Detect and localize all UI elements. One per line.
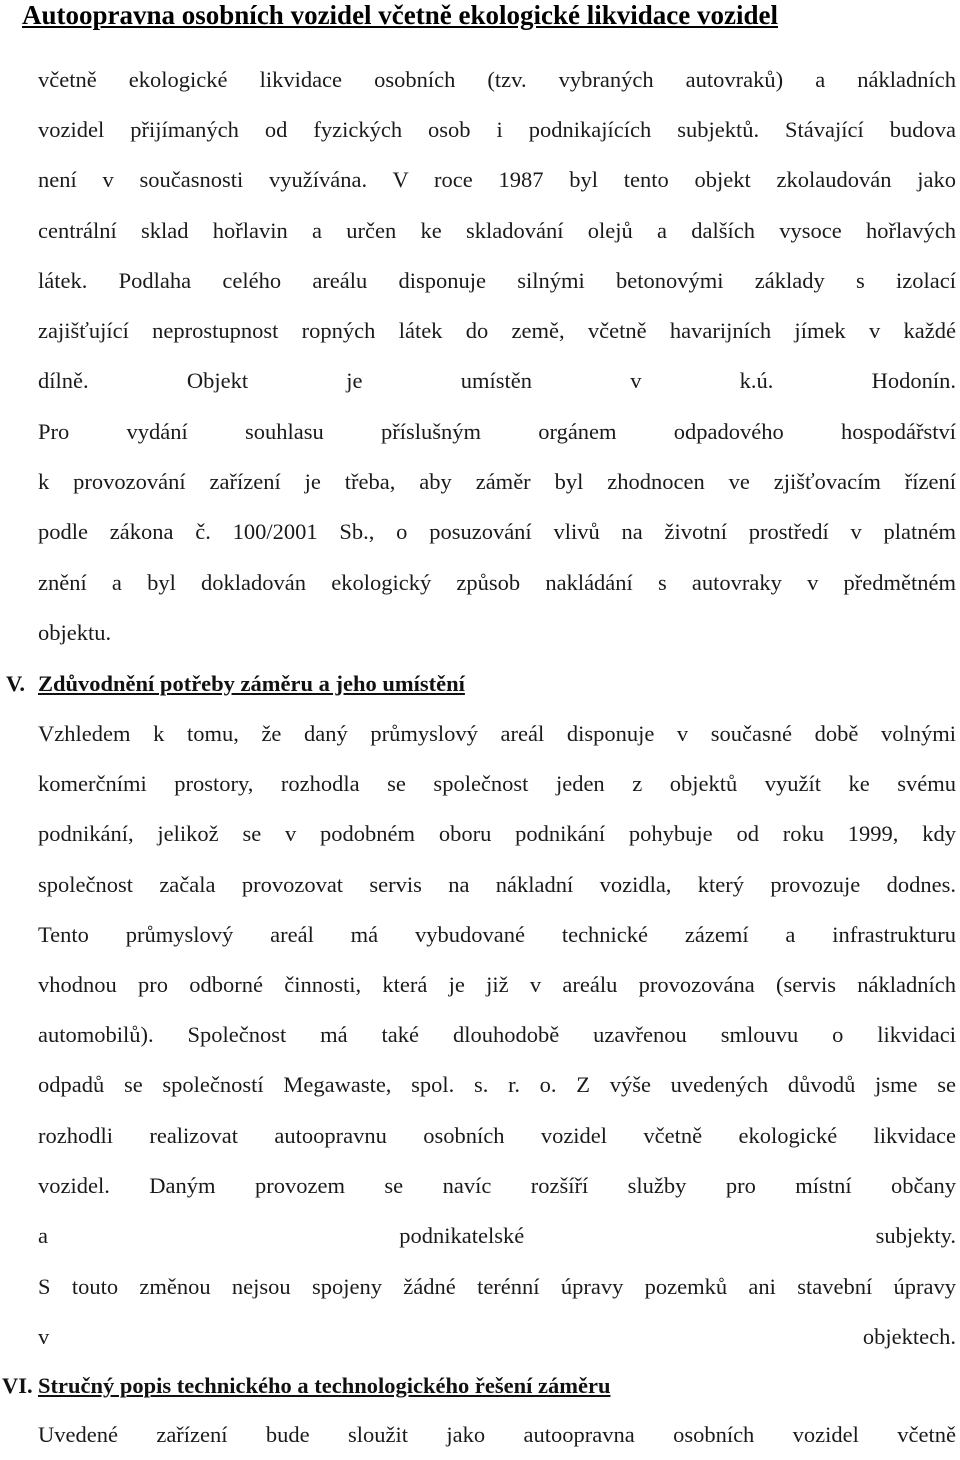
text-line: komerčními prostory, rozhodla se společnost jeden z objektů využít ke svému bbox=[38, 771, 956, 797]
text-line: společnost začala provozovat servis na nákladní vozidla, který provozuje dodnes. bbox=[38, 871, 956, 897]
page-header-title: Autoopravna osobních vozidel včetně ekologické likvidace vozidel bbox=[22, 0, 778, 30]
approval-paragraph bbox=[38, 407, 956, 658]
text-line: dílně. Objekt je umístěn v k.ú. Hodonín. bbox=[38, 368, 956, 394]
text-line: v objektech. bbox=[38, 1324, 956, 1350]
intro-paragraph bbox=[38, 55, 956, 406]
text-line: odpadů se společností Megawaste, spol. s. r. o. Z výše uvedených důvodů jsme se bbox=[38, 1072, 956, 1098]
section-number: VI. bbox=[2, 1373, 33, 1398]
section-title: Stručný popis technického a technologického řešení záměru bbox=[38, 1373, 611, 1398]
text-line: automobilů). Společnost má také dlouhodobě uzavřenou smlouvu o likvidaci bbox=[38, 1022, 956, 1048]
section-title: Zdůvodnění potřeby záměru a jeho umístění bbox=[38, 671, 465, 696]
text-line: centrální sklad hořlavin a určen ke skladování olejů a dalších vysoce hořlavých bbox=[38, 217, 956, 243]
text-line: látek. Podlaha celého areálu disponuje silnými betonovými základy s izolací bbox=[38, 267, 956, 293]
text-line: podnikání, jelikož se v podobném oboru podnikání pohybuje od roku 1999, kdy bbox=[38, 821, 956, 847]
text-line: podle zákona č. 100/2001 Sb., o posuzování vlivů na životní prostředí v platném bbox=[38, 519, 956, 545]
text-line: S touto změnou nejsou spojeny žádné terénní úpravy pozemků ani stavební úpravy bbox=[38, 1274, 956, 1299]
text-line: včetně ekologické likvidace osobních (tzv. vybraných autovraků) a nákladních bbox=[38, 67, 956, 92]
text-line: Tento průmyslový areál má vybudované technické zázemí a infrastrukturu bbox=[38, 921, 956, 947]
text-line: Vzhledem k tomu, že daný průmyslový areál disponuje v současné době volnými bbox=[38, 721, 956, 746]
text-line: a podnikatelské subjekty. bbox=[38, 1222, 956, 1248]
section-number: V. bbox=[6, 671, 25, 696]
text-line: vozidel. Daným provozem se navíc rozšíří služby pro místní občany bbox=[38, 1172, 956, 1198]
section-vi-heading bbox=[0, 1366, 960, 1406]
text-line: Pro vydání souhlasu příslušným orgánem odpadového hospodářství bbox=[38, 419, 956, 444]
text-line: Uvedené zařízení bude sloužit jako autoopravna osobních vozidel včetně bbox=[38, 1422, 956, 1447]
text-line: k provozování zařízení je třeba, aby záměr byl zhodnocen ve zjišťovacím řízení bbox=[38, 469, 956, 495]
text-line: objektu. bbox=[38, 619, 112, 645]
text-line: znění a byl dokladován ekologický způsob nakládání s autovraky v předmětném bbox=[38, 569, 956, 595]
section-vi-paragraph bbox=[38, 1410, 956, 1460]
text-line: rozhodli realizovat autoopravnu osobních vozidel včetně ekologické likvidace bbox=[38, 1122, 956, 1148]
text-line: zajišťující neprostupnost ropných látek do země, včetně havarijních jímek v každé bbox=[38, 317, 956, 343]
section-v-heading bbox=[0, 664, 960, 704]
section-v-paragraph-2 bbox=[38, 1262, 956, 1362]
section-v-paragraph-1 bbox=[38, 709, 956, 1261]
text-line: vhodnou pro odborné činnosti, která je již v areálu provozována (servis nákladních bbox=[38, 971, 956, 997]
text-line: vozidel přijímaných od fyzických osob i podnikajících subjektů. Stávající budova bbox=[38, 117, 956, 143]
text-line: není v současnosti využívána. V roce 1987 byl tento objekt zkolaudován jako bbox=[38, 167, 956, 193]
